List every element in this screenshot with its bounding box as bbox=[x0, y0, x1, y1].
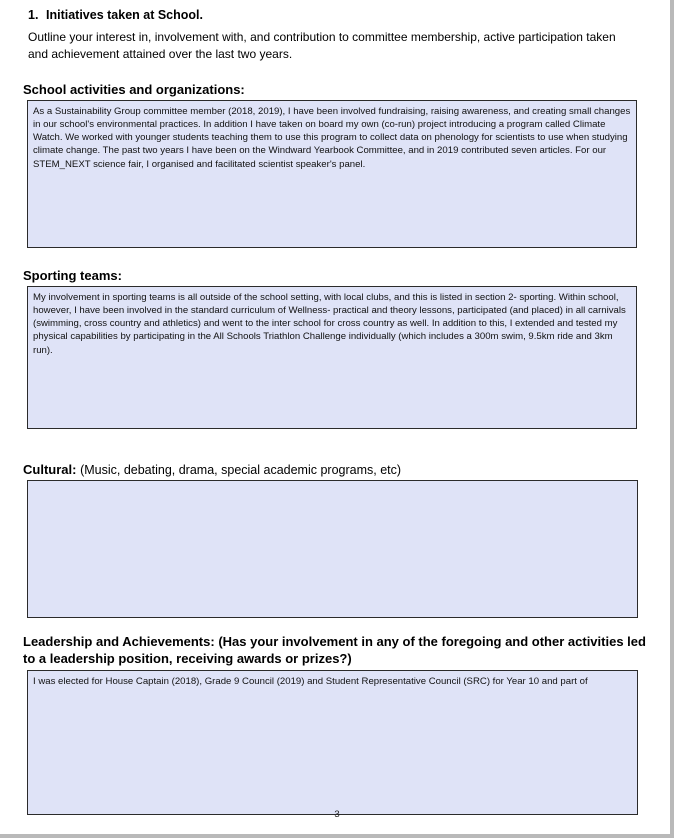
answer-leadership-text: I was elected for House Captain (2018), Grade 9 Council (2019) and Student Representative Council (SRC) for Year 10 and part of bbox=[33, 675, 588, 687]
label-leadership-hint: (Has your involvement in any of the foregoing and other activities led to a leadership position, receiving awards or prizes?) bbox=[23, 633, 646, 667]
answer-school-activities[interactable] bbox=[27, 100, 637, 248]
section-title-text: Initiatives taken at School. bbox=[46, 8, 203, 22]
answer-sporting-teams[interactable] bbox=[27, 286, 637, 429]
label-school-activities bbox=[18, 82, 652, 97]
answer-cultural[interactable] bbox=[27, 480, 638, 618]
answer-leadership[interactable] bbox=[27, 670, 638, 815]
spacer bbox=[18, 618, 652, 633]
page-title bbox=[18, 8, 652, 22]
page-content bbox=[18, 0, 652, 815]
spacer bbox=[18, 248, 652, 268]
label-cultural bbox=[18, 462, 652, 477]
section-intro: Outline your interest in, involvement with, and contribution to committee membership, active participation taken and achievement attained over the last two years. bbox=[28, 30, 616, 62]
page-edge-shadow-right bbox=[670, 0, 674, 838]
label-school-activities-text: School activities and organizations: bbox=[23, 81, 245, 97]
label-sporting-teams-text: Sporting teams: bbox=[23, 267, 122, 283]
answer-school-activities-text: As a Sustainability Group committee member (2018, 2019), I have been involved fundraising, raising awareness, and creating small changes in our school's environmental practices. In addition I have taken on board my own (co-run) project introducing a program called Climate Watch. We worked with younger students teaching them to use this program to collect data on phenology for scientists to use when studying climate change. The past two years I have been on the Windward Yearbook Committee, and in 2019 contributed seven articles. For our STEM_NEXT science fair, I organised and facilitated scientist speaker's panel. bbox=[33, 105, 631, 170]
section-number: 1. bbox=[28, 8, 39, 22]
label-sporting-teams bbox=[18, 268, 652, 283]
answer-sporting-teams-text: My involvement in sporting teams is all outside of the school setting, with local clubs, and this is listed in section 2- sporting. Within school, however, I have been involved in the standard curriculum of Wellness- practical and theory lessons, participated (and placed) in all carnivals (swimming, cross country and athletics) and went to the inter school for cross country as well. In addition to this, I extended and tested my physical capabilities by participating in the All Schools Triathlon Challenge individually (which includes a 300m swim, 9.5km ride and 3km run). bbox=[33, 291, 626, 356]
label-cultural-text: Cultural: bbox=[23, 461, 77, 477]
spacer bbox=[18, 74, 652, 82]
label-leadership-text: Leadership and Achievements: bbox=[23, 633, 215, 649]
label-leadership bbox=[18, 633, 648, 668]
label-cultural-hint: (Music, debating, drama, special academic programs, etc) bbox=[80, 462, 402, 477]
spacer bbox=[18, 429, 652, 462]
page-number: 3 bbox=[334, 809, 340, 820]
page-edge-shadow-bottom bbox=[0, 834, 674, 838]
